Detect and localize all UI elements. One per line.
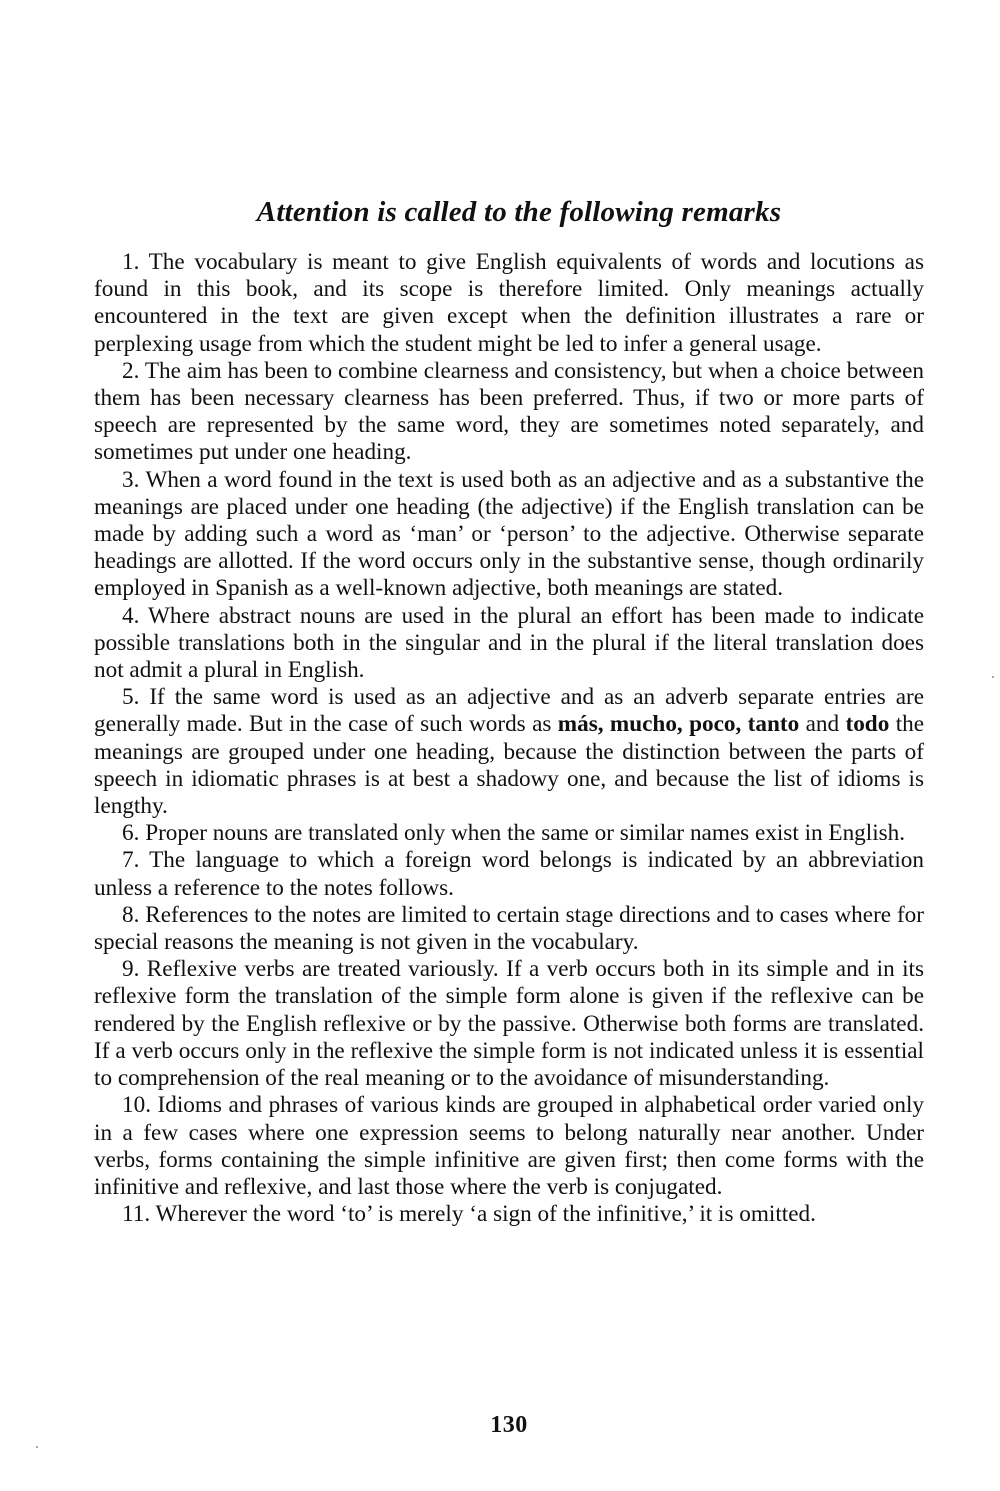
remark-1 <box>94 249 924 358</box>
remark-3 <box>94 467 924 603</box>
remark-number: 3. <box>122 466 140 493</box>
bold-spanish-word: todo <box>845 711 890 738</box>
remark-text: the meanings are grouped under one heading, because the distinction between the parts of speech in idiomatic phrases is at best a shadowy one, and because the list of idioms is lengthy. <box>94 711 925 820</box>
page-number: 130 <box>490 1412 528 1438</box>
remark-4 <box>94 603 924 685</box>
remark-number: 2. <box>122 357 140 384</box>
scan-speck <box>36 1446 38 1448</box>
remark-text: Proper nouns are translated only when the same or similar names exist in English. <box>139 820 906 847</box>
remark-text: If the same word is used as an adjective and as an adverb separate entries are generally made. But in the case of such words as <box>94 684 924 738</box>
remark-text: Idioms and phrases of various kinds are grouped in alphabetical order varied only in a few cases where one expression seems to belong naturally near another. Under verbs, forms containing the simple infinitive are given first; then come forms with the infinitive and reflexive, and last those where the verb is conjugated. <box>94 1092 924 1200</box>
remark-6 <box>94 820 924 847</box>
remark-text: Wherever the word ‘to’ is merely ‘a sign of the infinitive,’ it is omitted. <box>150 1201 816 1228</box>
remark-number: 4. <box>122 602 140 629</box>
remark-number: 10. <box>122 1092 151 1119</box>
remark-number: 1. <box>122 249 140 275</box>
remark-number: 7. <box>122 847 140 874</box>
remark-10 <box>94 1092 924 1201</box>
remark-number: 9. <box>122 956 140 983</box>
remark-7 <box>94 847 924 901</box>
remark-text: Where abstract nouns are used in the plural an effort has been made to indicate possible translations both in the singular and in the plural if the literal translation does not admit a plural in English. <box>94 602 924 684</box>
remark-number: 11. <box>122 1201 151 1228</box>
page-heading: Attention is called to the following remarks <box>256 196 782 228</box>
remark-text: Reflexive verbs are treated variously. If a verb occurs both in its simple and in its reflexive form the translation of the simple form alone is given if the reflexive can be rendered by the English reflexive or by the passive. Otherwise both forms are translated. If a verb occurs only in the reflexive the simple form is not indicated unless it is essential to comprehension of the real meaning or to the avoidance of misunderstanding. <box>94 956 924 1092</box>
scan-speck <box>992 676 994 678</box>
remark-2 <box>94 358 924 467</box>
remark-text: The aim has been to combine clearness and consistency, but when a choice between them has been necessary clearness has been preferred. Thus, if two or more parts of speech are represented by the same word, they are sometimes noted separately, and sometimes put under one heading. <box>94 357 924 466</box>
remark-8 <box>94 902 924 956</box>
remark-text: The vocabulary is meant to give English equivalents of words and locutions as found in this book, and its scope is therefore limited. Only meanings actually encountered in the text are given except when the definition illustrates a rare or perplexing usage from which the student might be led to infer a general usage. <box>94 249 924 357</box>
remark-9 <box>94 956 924 1092</box>
remark-text: The language to which a foreign word belongs is indicated by an abbreviation unless a reference to the notes follows. <box>94 847 924 901</box>
remark-5 <box>94 684 924 820</box>
remark-number: 8. <box>122 901 140 928</box>
remark-number: 6. <box>122 820 140 847</box>
bold-spanish-words: más, mucho, poco, tanto <box>557 711 800 738</box>
remark-number: 5. <box>122 684 140 711</box>
remarks-list <box>94 249 924 1228</box>
remark-text: and <box>799 711 846 738</box>
remark-11 <box>94 1201 924 1228</box>
remark-text: References to the notes are limited to certain stage directions and to cases where for special reasons the meaning is not given in the vocabulary. <box>94 901 924 956</box>
remark-text: When a word found in the text is used both as an adjective and as a substantive the meanings are placed under one heading (the adjective) if the English translation can be made by adding such a word as ‘man’ or ‘person’ to the adjective. Otherwise separate headings are allotted. If the word occurs only in the substantive sense, though ordinarily employed in Spanish as a well-known adjective, both meanings are stated. <box>94 466 924 602</box>
